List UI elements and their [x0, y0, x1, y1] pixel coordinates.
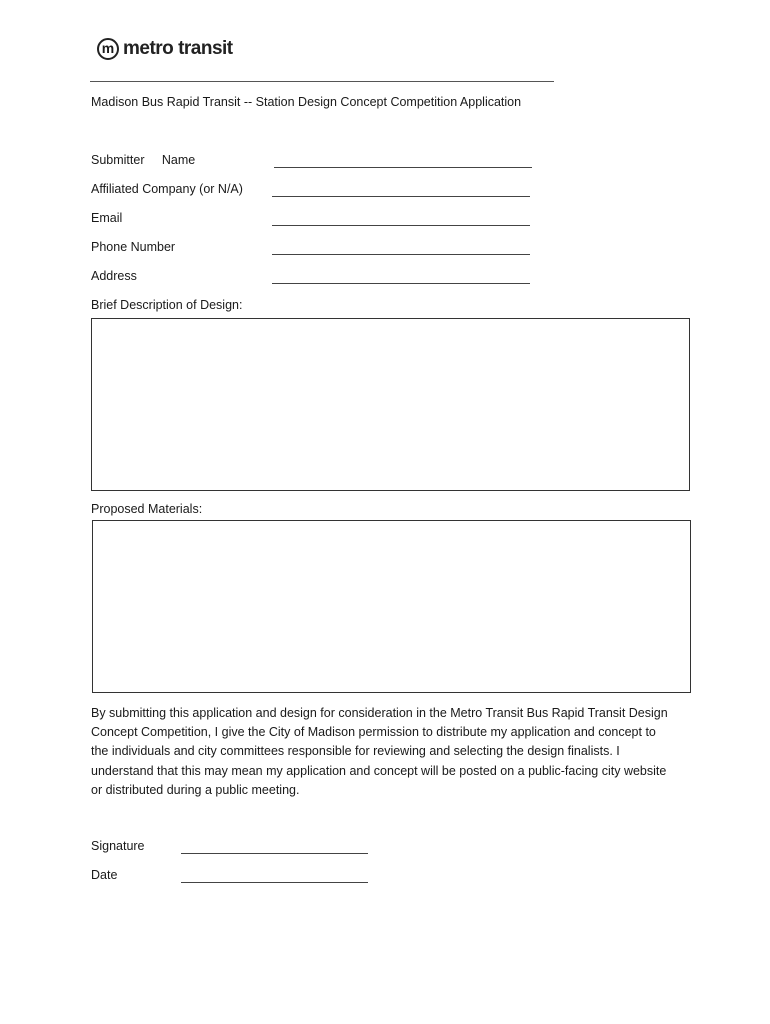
- logo-text: metro transit: [123, 38, 233, 59]
- company-label: Affiliated Company (or N/A): [91, 182, 243, 196]
- phone-field[interactable]: [272, 254, 530, 255]
- date-field[interactable]: [181, 882, 368, 883]
- description-textarea[interactable]: [91, 318, 690, 491]
- materials-textarea[interactable]: [92, 520, 691, 693]
- header-divider: [90, 81, 554, 82]
- email-field[interactable]: [272, 225, 530, 226]
- date-label: Date: [91, 868, 118, 882]
- address-label: Address: [91, 269, 137, 283]
- email-label: Email: [91, 211, 123, 225]
- logo-letter: m: [101, 40, 115, 56]
- metro-transit-logo: [97, 38, 233, 60]
- phone-label: Phone Number: [91, 240, 176, 254]
- address-field[interactable]: [272, 283, 530, 284]
- signature-label: Signature: [91, 839, 145, 853]
- company-field[interactable]: [272, 196, 530, 197]
- form-title: Madison Bus Rapid Transit -- Station Design Concept Competition Application: [91, 95, 522, 109]
- description-label: Brief Description of Design:: [91, 298, 243, 312]
- submitter-name-label: Submitter Name: [91, 153, 196, 167]
- submitter-name-field[interactable]: [274, 167, 532, 168]
- signature-field[interactable]: [181, 853, 368, 854]
- metro-m-icon: [97, 38, 119, 60]
- consent-paragraph: By submitting this application and design for consideration in the Metro Transit Bus Rapid Transit Design Concept Competition, I give the City of Madison permission to distribute my application and concept to the individuals and city committees responsible for reviewing and selecting the design finalists. I understand that this may mean my application and concept will be posted on a public-facing city website or distributed during a public meeting.: [91, 706, 668, 797]
- materials-label: Proposed Materials:: [91, 502, 203, 516]
